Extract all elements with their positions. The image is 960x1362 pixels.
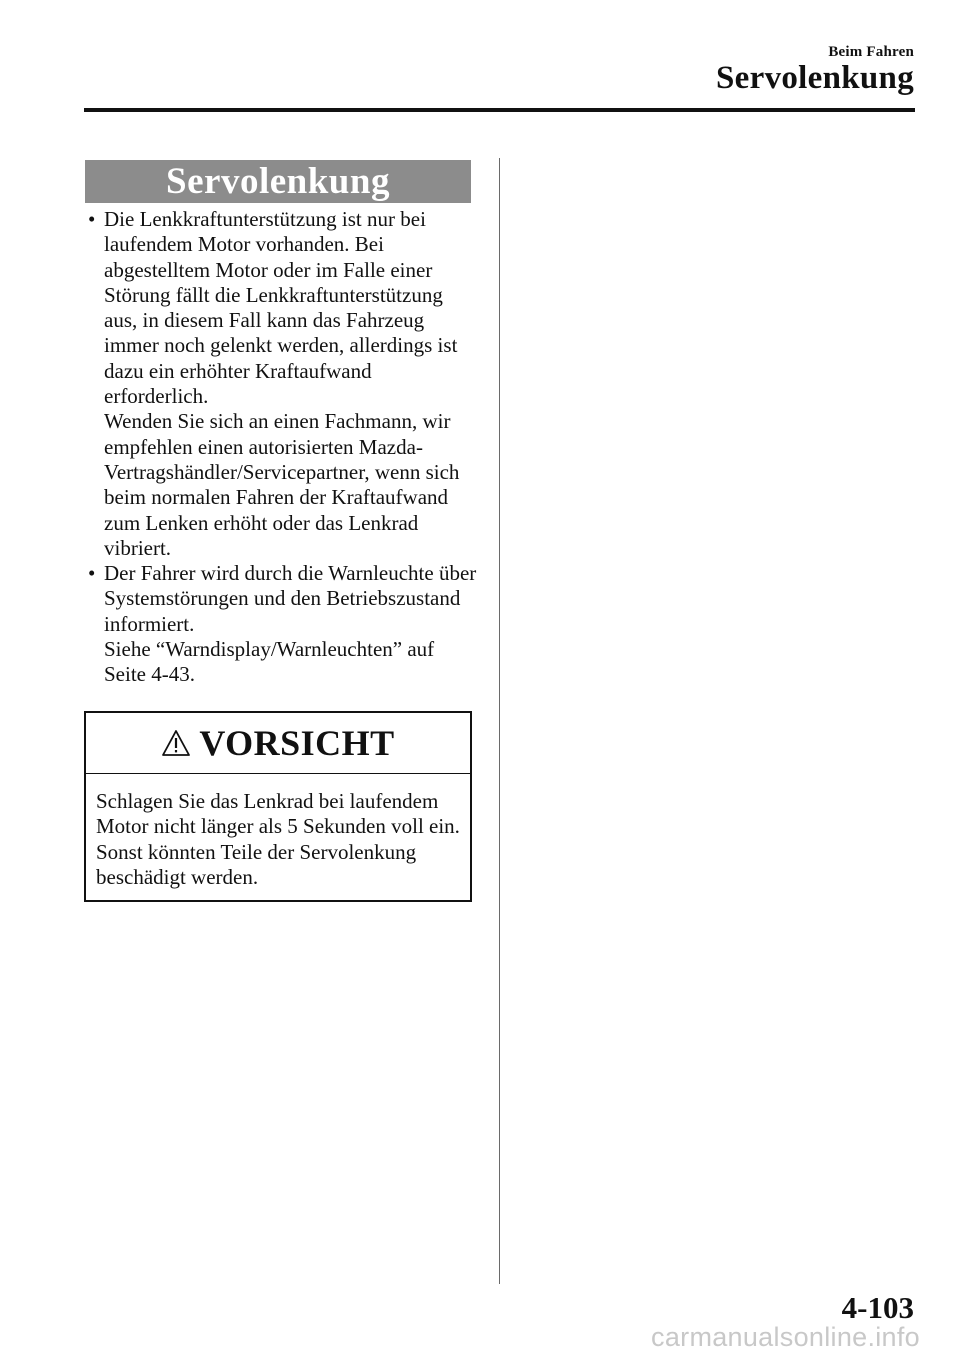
- bullet-mark: •: [88, 561, 96, 586]
- column-divider: [499, 158, 500, 1284]
- paragraph: Siehe “Warndisplay/Warnleuchten” auf Seite 4-43.: [104, 637, 435, 687]
- bullet-list: [88, 207, 478, 688]
- header-rule: [84, 108, 915, 112]
- paragraph: Die Lenkkraftunterstützung ist nur bei laufendem Motor vorhanden. Bei abgestelltem Motor oder im Falle einer Störung fällt die Lenkkraftunterstützung aus, in diesem Fall kann das Fahrzeug immer noch gelenkt werden, allerdings ist dazu ein erhöhter Kraftaufwand erforderlich.: [104, 207, 458, 409]
- caution-box: [84, 711, 472, 902]
- watermark: carmanualsonline.info: [651, 1322, 920, 1352]
- running-head-chapter: Beim Fahren: [828, 44, 914, 60]
- running-head-title: Servolenkung: [716, 60, 914, 96]
- paragraph: Der Fahrer wird durch die Warnleuchte über Systemstörungen und den Betriebszustand informiert.: [104, 561, 477, 636]
- caution-text: Schlagen Sie das Lenkrad bei laufendem Motor nicht länger als 5 Sekunden voll ein. Sonst könnten Teile der Servolenkung beschädigt werden.: [96, 789, 460, 889]
- list-item: [88, 207, 478, 561]
- section-heading: Servolenkung: [85, 160, 471, 203]
- caution-title: VORSICHT: [199, 723, 395, 763]
- caution-title-bar: [86, 713, 470, 774]
- warning-triangle-icon: [161, 729, 191, 757]
- page-number: 4-103: [841, 1290, 914, 1325]
- bullet-mark: •: [88, 207, 96, 231]
- list-item: [88, 561, 478, 687]
- paragraph: Wenden Sie sich an einen Fachmann, wir empfehlen einen autorisierten Mazda-Vertragshändler/Servicepartner, wenn sich beim normalen Fahren der Kraftaufwand zum Lenken erhöht oder das Lenkrad vibriert.: [104, 409, 460, 560]
